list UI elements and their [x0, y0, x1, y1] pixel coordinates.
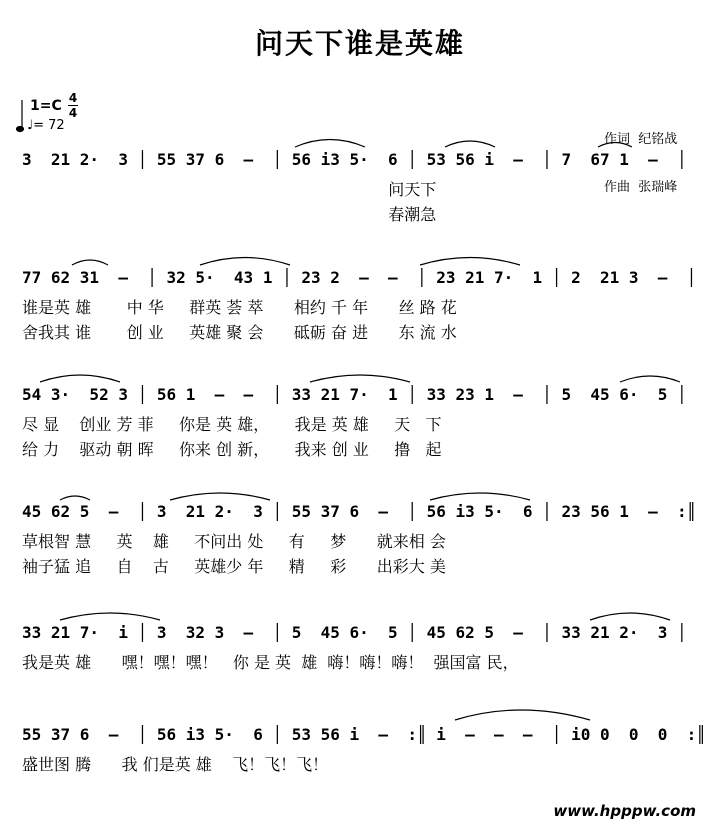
notation-line: 54 3· 52 3 │ 56 1 – – │ 33 21 7· 1 │ 33 23 1 – │ 5 45 6· 5 │ — [22, 385, 687, 404]
notation-line: 33 21 7· i │ 3 32 3 – │ 5 45 6· 5 │ 45 62 5 – │ 33 21 2· 3 │ — [22, 623, 687, 642]
notation-line: 55 37 6 – │ 56 i3 5· 6 │ 53 56 i – :║ i – – – │ i0 0 0 0 :║ — [22, 725, 706, 744]
lyricist-credit: 作词 纪铭战 — [604, 132, 678, 147]
lyrics-verse-2: 给 力 驱动 朝 晖 你来 创 新， 我来 创 业 撸 起 — [22, 440, 442, 459]
lyrics-verse-2: 春潮急 — [22, 205, 437, 224]
notation-line: 3 21 2· 3 │ 55 37 6 – │ 56 i3 5· 6 │ 53 56 i – │ 7 67 1 – │ — [22, 150, 687, 169]
meter-bottom: 4 — [68, 106, 78, 120]
site-watermark: www.hpppw.com — [553, 802, 696, 820]
lyrics-verse-1: 我是英 雄 嘿！嘿！嘿！ 你 是 英 雄 嗨！嗨！嗨！ 强国富 民， — [22, 653, 519, 672]
lyrics-verse-1: 盛世图 腾 我 们是英 雄 飞！飞！飞！ — [22, 755, 329, 774]
tempo-marking: ♩= 72 — [27, 118, 65, 133]
lyrics-verse-1: 草根智 慧 英 雄 不问出 处 有 梦 就来相 会 — [22, 532, 446, 551]
time-signature — [68, 92, 78, 119]
lyrics-verse-1: 尽 显 创业 芳 菲 你是 英 雄， 我是 英 雄 天 下 — [22, 415, 442, 434]
key-signature: 1=C — [30, 98, 62, 114]
notation-line: 77 62 31 – │ 32 5· 43 1 │ 23 2 – – │ 23 21 7· 1 │ 2 21 3 – │ — [22, 268, 697, 287]
page-title: 问天下谁是英雄 — [254, 27, 465, 60]
lyrics-verse-2: 袖子猛 追 自 古 英雄少 年 精 彩 出彩大 美 — [22, 557, 446, 576]
composer-credit: 作曲 张瑞峰 — [604, 180, 678, 195]
notation-line: 45 62 5 – │ 3 21 2· 3 │ 55 37 6 – │ 56 i3 5· 6 │ 23 56 1 – :║ — [22, 502, 697, 521]
lyrics-verse-1: 问天下 — [22, 180, 437, 199]
lyrics-verse-1: 谁是英 雄 中 华 群英 荟 萃 相约 千 年 丝 路 花 — [22, 298, 457, 317]
lyrics-verse-2: 舍我其 谁 创 业 英雄 聚 会 砥砺 奋 进 东 流 水 — [22, 323, 457, 342]
meter-top: 4 — [68, 91, 78, 105]
